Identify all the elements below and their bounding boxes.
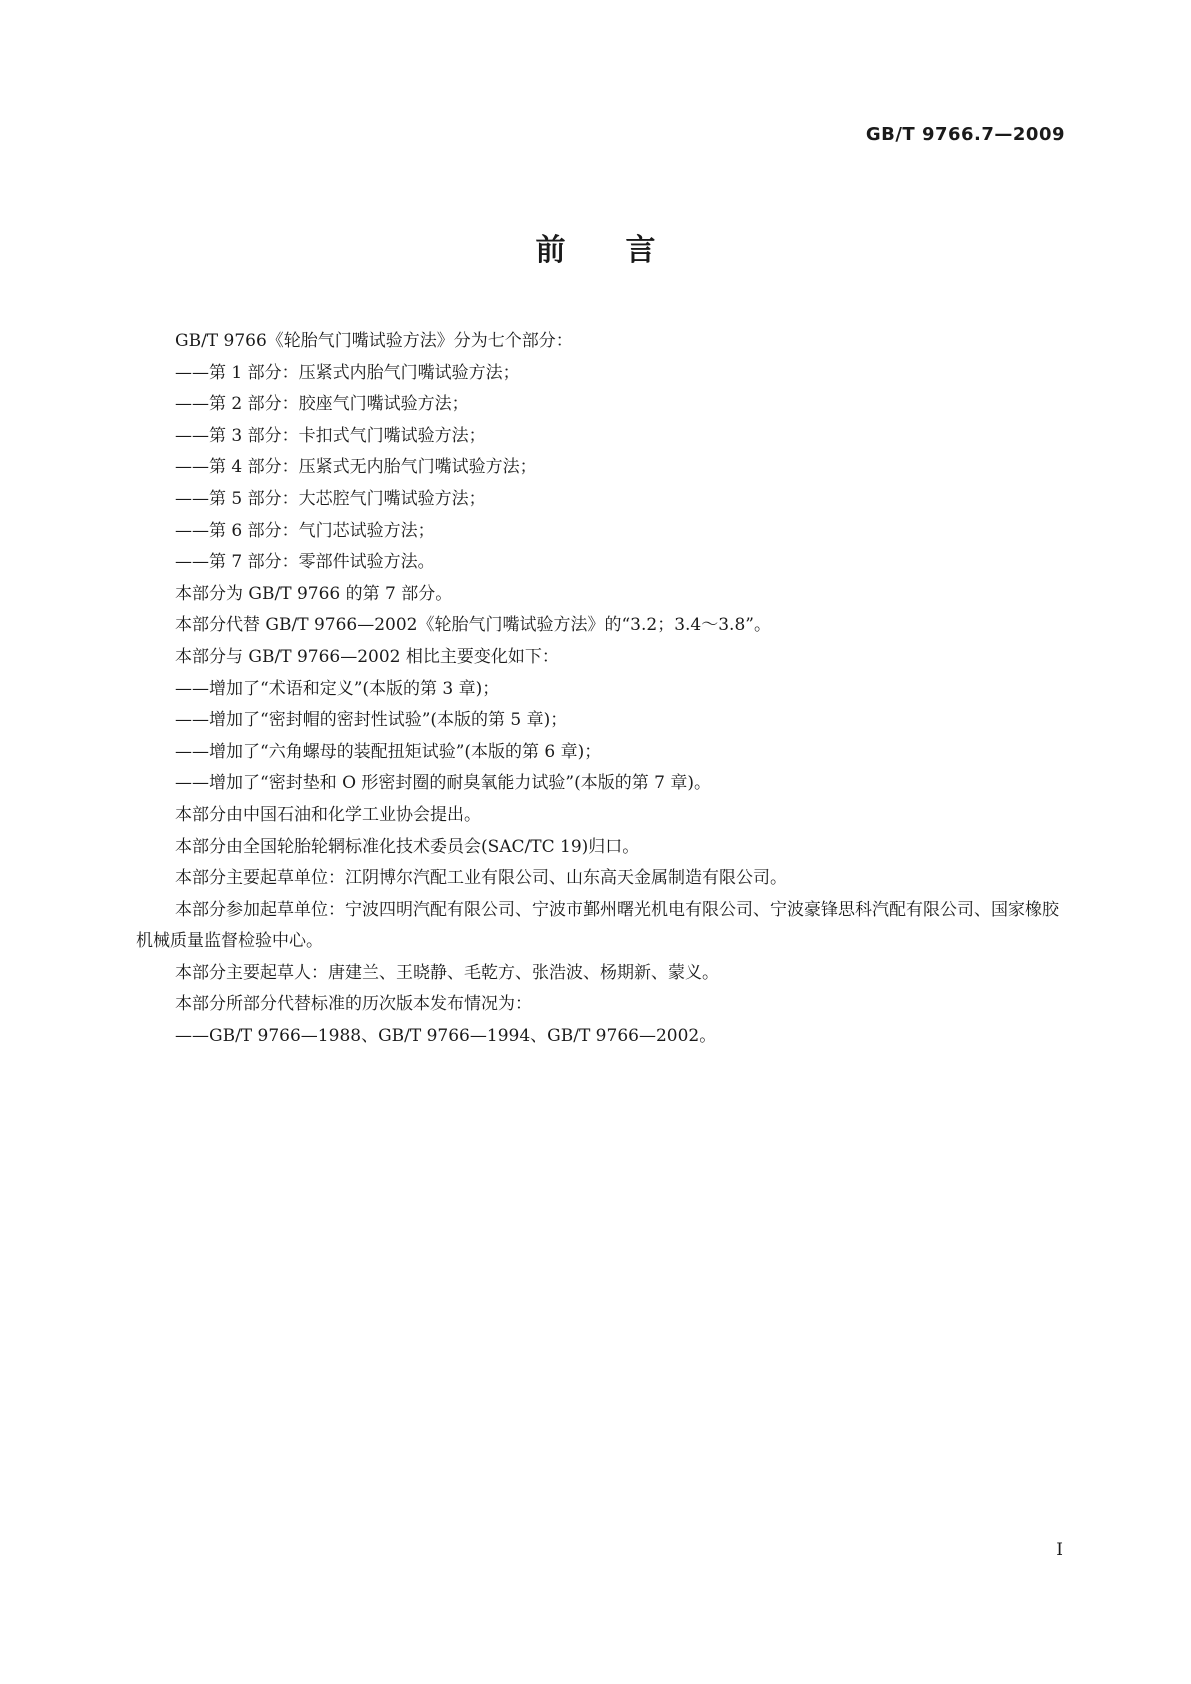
list-item-change-3: ——增加了“六角螺母的装配扭矩试验”(本版的第 6 章)； bbox=[175, 741, 602, 762]
paragraph-drafters: 本部分主要起草人：唐建兰、王晓静、毛乾方、张浩波、杨期新、蒙义。 bbox=[175, 962, 719, 983]
list-item-change-2: ——增加了“密封帽的密封性试验”(本版的第 5 章)； bbox=[175, 710, 568, 731]
page-title: 前言 bbox=[535, 233, 716, 268]
paragraph-main-drafters: 本部分主要起草单位：江阴博尔汽配工业有限公司、山东高天金属制造有限公司。 bbox=[175, 868, 787, 889]
paragraph-centralized-by: 本部分由全国轮胎轮辋标准化技术委员会(SAC/TC 19)归口。 bbox=[175, 836, 640, 857]
list-item-history: ——GB/T 9766—1988、GB/T 9766—1994、GB/T 9766—2002。 bbox=[175, 1026, 717, 1047]
list-item-part-7: ——第 7 部分：零部件试验方法。 bbox=[175, 552, 435, 573]
paragraph-participating-drafters: 本部分参加起草单位：宁波四明汽配有限公司、宁波市鄞州曙光机电有限公司、宁波豪锋思科汽配有限公司、国家橡胶机械质量监督检验中心。 bbox=[136, 899, 1059, 952]
list-item-change-4: ——增加了“密封垫和 O 形密封圈的耐臭氧能力试验”(本版的第 7 章)。 bbox=[175, 773, 712, 794]
list-item-part-2: ——第 2 部分：胶座气门嘴试验方法； bbox=[175, 394, 469, 415]
foreword-body bbox=[136, 326, 1066, 1053]
paragraph-proposed-by: 本部分由中国石油和化学工业协会提出。 bbox=[175, 804, 481, 825]
standard-code: GB/T 9766.7—2009 bbox=[865, 124, 1065, 145]
page-number: I bbox=[1056, 1540, 1063, 1560]
paragraph-history: 本部分所部分代替标准的历次版本发布情况为： bbox=[175, 994, 532, 1015]
paragraph-intro: GB/T 9766《轮胎气门嘴试验方法》分为七个部分： bbox=[175, 331, 573, 351]
paragraph-replaces: 本部分代替 GB/T 9766—2002《轮胎气门嘴试验方法》的“3.2；3.4～3.8”。 bbox=[175, 615, 771, 636]
paragraph-changes: 本部分与 GB/T 9766—2002 相比主要变化如下： bbox=[175, 646, 559, 667]
list-item-change-1: ——增加了“术语和定义”(本版的第 3 章)； bbox=[175, 678, 500, 699]
list-item-part-4: ——第 4 部分：压紧式无内胎气门嘴试验方法； bbox=[175, 457, 537, 478]
list-item-part-1: ——第 1 部分：压紧式内胎气门嘴试验方法； bbox=[175, 362, 520, 383]
paragraph-part-statement: 本部分为 GB/T 9766 的第 7 部分。 bbox=[175, 583, 453, 604]
list-item-part-3: ——第 3 部分：卡扣式气门嘴试验方法； bbox=[175, 425, 486, 446]
list-item-part-6: ——第 6 部分：气门芯试验方法； bbox=[175, 520, 435, 541]
list-item-part-5: ——第 5 部分：大芯腔气门嘴试验方法； bbox=[175, 488, 486, 509]
